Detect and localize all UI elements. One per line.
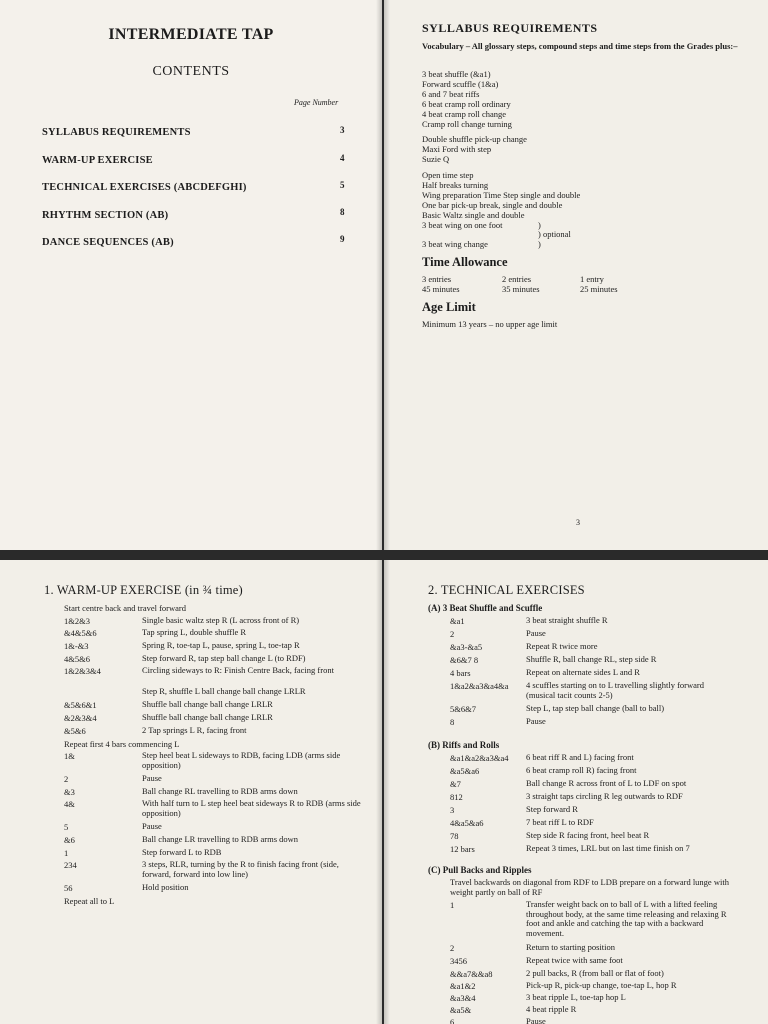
count: 2 [450, 629, 455, 639]
step-description: Shuffle ball change ball change LRLR [142, 699, 273, 709]
step-description: Transfer weight back on to ball of L with a lifted feeling throughout body, at the same time releasing and relaxing R foot and ankle and catching the tap with a backward movement. [526, 899, 727, 938]
document-title: INTERMEDIATE TAP [108, 26, 274, 43]
vocabulary-intro: Vocabulary – All glossary steps, compound steps and time steps from the Grades plus:– [422, 41, 738, 51]
count: 4&a5&a6 [450, 818, 484, 828]
step-description: 6 beat riff R and L) facing front [526, 752, 634, 762]
section-heading: (C) Pull Backs and Ripples [428, 865, 532, 875]
count: &3 [64, 787, 75, 797]
step-description: 4 beat ripple R [526, 1004, 577, 1014]
page-syllabus-requirements [384, 0, 768, 550]
step-description: Step R, shuffle L ball change ball change LRLR [142, 686, 306, 696]
step-description: Pick-up R, pick-up change, toe-tap L, hop R [526, 980, 677, 990]
step-description: Pause [142, 821, 162, 831]
vocab-item: Half breaks turning [422, 180, 489, 190]
optional-brace: ) [538, 220, 541, 230]
time-minutes: 35 minutes [502, 284, 540, 294]
vocab-item: 4 beat cramp roll change [422, 109, 507, 119]
step-description: Step forward L to RDB [142, 847, 222, 857]
step-description: Ball change LR travelling to RDB arms down [142, 834, 299, 844]
count: &a3-&a5 [450, 642, 483, 652]
count: 2 [450, 943, 455, 953]
page-fold-shadow [384, 0, 390, 550]
toc-entry-page: 8 [340, 207, 345, 217]
step-description: Pause [526, 1016, 546, 1024]
step-description: 7 beat riff L to RDF [526, 817, 594, 827]
count: 812 [450, 792, 463, 802]
count: &6 [64, 835, 75, 845]
count: 1&a2&a3&a4&a [450, 681, 509, 691]
vocab-item: Basic Waltz single and double [422, 210, 525, 220]
step-description: Return to starting position [526, 942, 616, 952]
step-description: Spring R, toe-tap L, pause, spring L, toe-tap R [142, 640, 300, 650]
vocab-item: Double shuffle pick-up change [422, 134, 527, 144]
step-description: 2 pull backs, R (from ball or flat of foot) [526, 968, 664, 978]
count: 8 [450, 717, 455, 727]
step-description: Pause [526, 628, 546, 638]
time-minutes: 25 minutes [580, 284, 618, 294]
page-fold-shadow [376, 560, 382, 1024]
count: &5&6 [64, 726, 86, 736]
toc-entry-page: 3 [340, 125, 345, 135]
toc-entry-page: 4 [340, 153, 345, 163]
vocab-item: Cramp roll change turning [422, 119, 512, 129]
page-fold-shadow [376, 0, 382, 550]
count: 5 [64, 822, 69, 832]
optional-item: 3 beat wing on one foot [422, 220, 503, 230]
page-warm-up-exercise [0, 560, 382, 1024]
step-description: Shuffle R, ball change RL, step side R [526, 654, 657, 664]
step-description: 6 beat cramp roll R) facing front [526, 765, 637, 775]
count: 4& [64, 799, 75, 809]
page-number: 3 [576, 518, 580, 527]
count: &2&3&4 [64, 713, 97, 723]
step-description: Tap spring L, double shuffle R [142, 627, 247, 637]
vocab-item: Maxi Ford with step [422, 144, 492, 154]
step-description: Repeat 3 times, LRL but on last time finish on 7 [526, 843, 690, 853]
time-entries: 1 entry [580, 274, 604, 284]
step-description: Step forward R, tap step ball change L (to RDF) [142, 653, 306, 663]
step-description: Hold position [142, 882, 189, 892]
time-minutes: 45 minutes [422, 284, 460, 294]
toc-entry-title: SYLLABUS REQUIREMENTS [42, 127, 191, 138]
section-heading: (B) Riffs and Rolls [428, 740, 500, 750]
step-description: Shuffle ball change ball change LRLR [142, 712, 273, 722]
age-limit-heading: Age Limit [422, 300, 476, 314]
toc-entry-page: 5 [340, 180, 345, 190]
count: 1&2&3&4 [64, 666, 101, 676]
count: 3 [450, 805, 455, 815]
step-description: Pause [526, 716, 546, 726]
vocab-item: 6 and 7 beat riffs [422, 89, 480, 99]
toc-entry-title: DANCE SEQUENCES (AB) [42, 237, 174, 248]
count: &4&5&6 [64, 628, 97, 638]
time-allowance-heading: Time Allowance [422, 255, 508, 269]
warm-up-heading: 1. WARM-UP EXERCISE (in ¾ time) [44, 583, 243, 597]
step-description: Step side R facing front, heel beat R [526, 830, 650, 840]
page-contents [0, 0, 382, 550]
time-entries: 2 entries [502, 274, 532, 284]
technical-exercises-heading: 2. TECHNICAL EXERCISES [428, 583, 585, 597]
page-number-column-label: Page Number [294, 98, 339, 107]
count: 1&2&3 [64, 616, 90, 626]
time-entries: 3 entries [422, 274, 452, 284]
age-limit-text: Minimum 13 years – no upper age limit [422, 319, 558, 329]
count: &7 [450, 779, 461, 789]
step-description: Repeat twice with same foot [526, 955, 623, 965]
step-description: Step L, tap step ball change (ball to ball) [526, 703, 665, 713]
vocab-item: Wing preparation Time Step single and double [422, 190, 581, 200]
count: 1&-&3 [64, 641, 89, 651]
optional-brace: ) [538, 239, 541, 249]
repeat-instruction: Repeat first 4 bars commencing L [64, 739, 180, 749]
toc-entry-title: WARM-UP EXERCISE [42, 155, 153, 166]
count: 1& [64, 751, 75, 761]
count: &a3&4 [450, 993, 476, 1003]
count: &5&6&1 [64, 700, 97, 710]
count: &a1 [450, 616, 465, 626]
repeat-instruction: Repeat all to L [64, 896, 115, 906]
optional-label: ) optional [538, 229, 571, 239]
step-description: Step forward R [526, 804, 578, 814]
count: 56 [64, 883, 73, 893]
count: 1 [64, 848, 69, 858]
step-description: 2 Tap springs L R, facing front [142, 725, 247, 735]
count: 4&5&6 [64, 654, 90, 664]
vocab-item: Open time step [422, 170, 474, 180]
count: &a5&a6 [450, 766, 480, 776]
count: &a1&2 [450, 981, 476, 991]
vocab-item: One bar pick-up break, single and double [422, 200, 563, 210]
toc-entry-title: RHYTHM SECTION (AB) [42, 210, 169, 221]
step-description: Repeat R twice more [526, 641, 598, 651]
step-description: Step heel beat L sideways to RDB, facing LDB (arms side opposition) [142, 750, 341, 770]
step-description: 3 straight taps circling R leg outwards to RDF [526, 791, 683, 801]
step-description: Pause [142, 773, 162, 783]
toc-entry-page: 9 [340, 234, 345, 244]
step-description: 3 beat straight shuffle R [526, 615, 608, 625]
warm-up-intro: Start centre back and travel forward [64, 603, 187, 613]
step-description: 3 beat ripple L, toe-tap hop L [526, 992, 626, 1002]
vocab-item: 6 beat cramp roll ordinary [422, 99, 511, 109]
page-technical-exercises [384, 560, 768, 1024]
step-description: With half turn to L step heel beat sideways R to RDB (arms side opposition) [142, 798, 361, 818]
contents-heading: CONTENTS [152, 64, 230, 79]
syllabus-heading: SYLLABUS REQUIREMENTS [422, 21, 598, 35]
count: 12 bars [450, 844, 475, 854]
count: &6&7 8 [450, 655, 479, 665]
count: &&a7&&a8 [450, 969, 493, 979]
step-description: Ball change R across front of L to LDF on spot [526, 778, 687, 788]
step-description: Circling sideways to R: Finish Centre Back, facing front [142, 665, 334, 675]
count: 1 [450, 900, 455, 910]
count: 2 [64, 774, 69, 784]
count: 234 [64, 860, 77, 870]
count: 5&6&7 [450, 704, 476, 714]
count: 6 [450, 1017, 455, 1024]
count: 3456 [450, 956, 467, 966]
step-description: 4 scuffles starting on to L travelling slightly forward (musical tacit counts 2-5) [526, 680, 704, 700]
optional-item: 3 beat wing change [422, 239, 488, 249]
vocab-item: Forward scuffle (1&a) [422, 79, 499, 89]
page-fold-shadow [384, 560, 390, 1024]
step-description: Ball change RL travelling to RDB arms down [142, 786, 298, 796]
toc-entry-title: TECHNICAL EXERCISES (ABCDEFGHI) [42, 182, 247, 193]
count: &a1&a2&a3&a4 [450, 753, 509, 763]
step-description: Repeat on alternate sides L and R [526, 667, 640, 677]
count: &a5& [450, 1005, 472, 1015]
count: 4 bars [450, 668, 471, 678]
section-heading: (A) 3 Beat Shuffle and Scuffle [428, 603, 543, 613]
count: 78 [450, 831, 459, 841]
section-intro: Travel backwards on diagonal from RDF to LDB prepare on a forward lunge with weight partly on ball of RF [450, 877, 729, 897]
step-description: Single basic waltz step R (L across front of R) [142, 615, 300, 625]
step-description: 3 steps, RLR, turning by the R to finish facing front (side, forward, forward into low line) [142, 859, 339, 879]
vocab-item: 3 beat shuffle (&a1) [422, 69, 491, 79]
vocab-item: Suzie Q [422, 154, 450, 164]
